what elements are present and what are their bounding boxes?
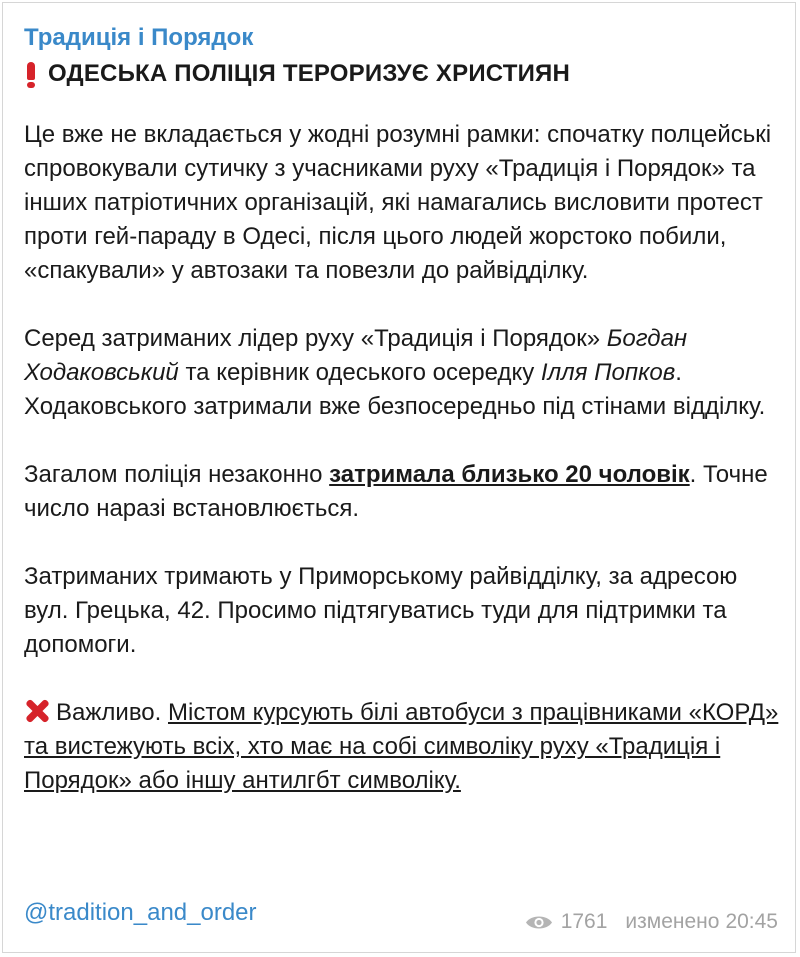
leader-name: Богдан Ходаковський xyxy=(24,325,688,386)
paragraph-3 xyxy=(24,458,784,526)
p3-text-b: . Точне число наразі встановлюється. xyxy=(24,461,768,522)
p2-text-a: Серед затриманих лідер руху «Традиція і Порядок» xyxy=(24,325,607,352)
post-body xyxy=(24,118,784,798)
paragraph-2 xyxy=(24,322,784,424)
channel-post xyxy=(24,22,784,798)
paragraph-4: Затриманих тримають у Приморському райвідділку, за адресою вул. Грецька, 42. Просимо підтягуватись туди для підтримки та допомоги. xyxy=(24,563,738,658)
red-exclamation-icon xyxy=(24,60,38,88)
detained-highlight: затримала близько 20 чоловік xyxy=(329,461,690,488)
p3-text-a: Загалом поліція незаконно xyxy=(24,461,330,488)
paragraph-1: Це вже не вкладається у жодні розумні рамки: спочатку полцейські спровокували сутичку з учасниками руху «Традиція і Порядок» та інших патріотичних організацій, які намагались висловити протест проти гей-параду в Одесі, після цього людей жорстоко побили, «спакували» у автозаки та повезли до райвідділку. xyxy=(24,121,772,284)
post-time: 20:45 xyxy=(725,910,778,933)
cell-head-name: Ілля Попков xyxy=(540,359,676,386)
channel-handle-link[interactable]: @tradition_and_order xyxy=(24,899,257,926)
headline-text: ОДЕСЬКА ПОЛІЦІЯ ТЕРОРИЗУЄ ХРИСТИЯН xyxy=(48,60,571,87)
post-footer xyxy=(24,898,784,932)
red-cross-icon xyxy=(24,698,50,724)
eye-icon xyxy=(525,914,553,931)
channel-name[interactable]: Традиція і Порядок xyxy=(24,24,254,51)
post-headline xyxy=(24,58,784,90)
important-label: Важливо. xyxy=(56,699,162,726)
edited-label: изменено xyxy=(625,910,720,933)
p2-text-c: . Ходаковського затримали вже безпосередньо під стінами відділку. xyxy=(24,359,766,420)
view-count: 1761 xyxy=(560,910,608,933)
p2-text-b: та керівник одеського осередку xyxy=(178,359,541,386)
important-notice: Містом курсують білі автобуси з працівниками «КОРД» та вистежують всіх, хто має на собі символіку руху «Традиція і Порядок» або іншу антилгбт символіку. xyxy=(24,699,779,794)
paragraph-5 xyxy=(24,696,784,798)
post-meta xyxy=(525,908,778,936)
